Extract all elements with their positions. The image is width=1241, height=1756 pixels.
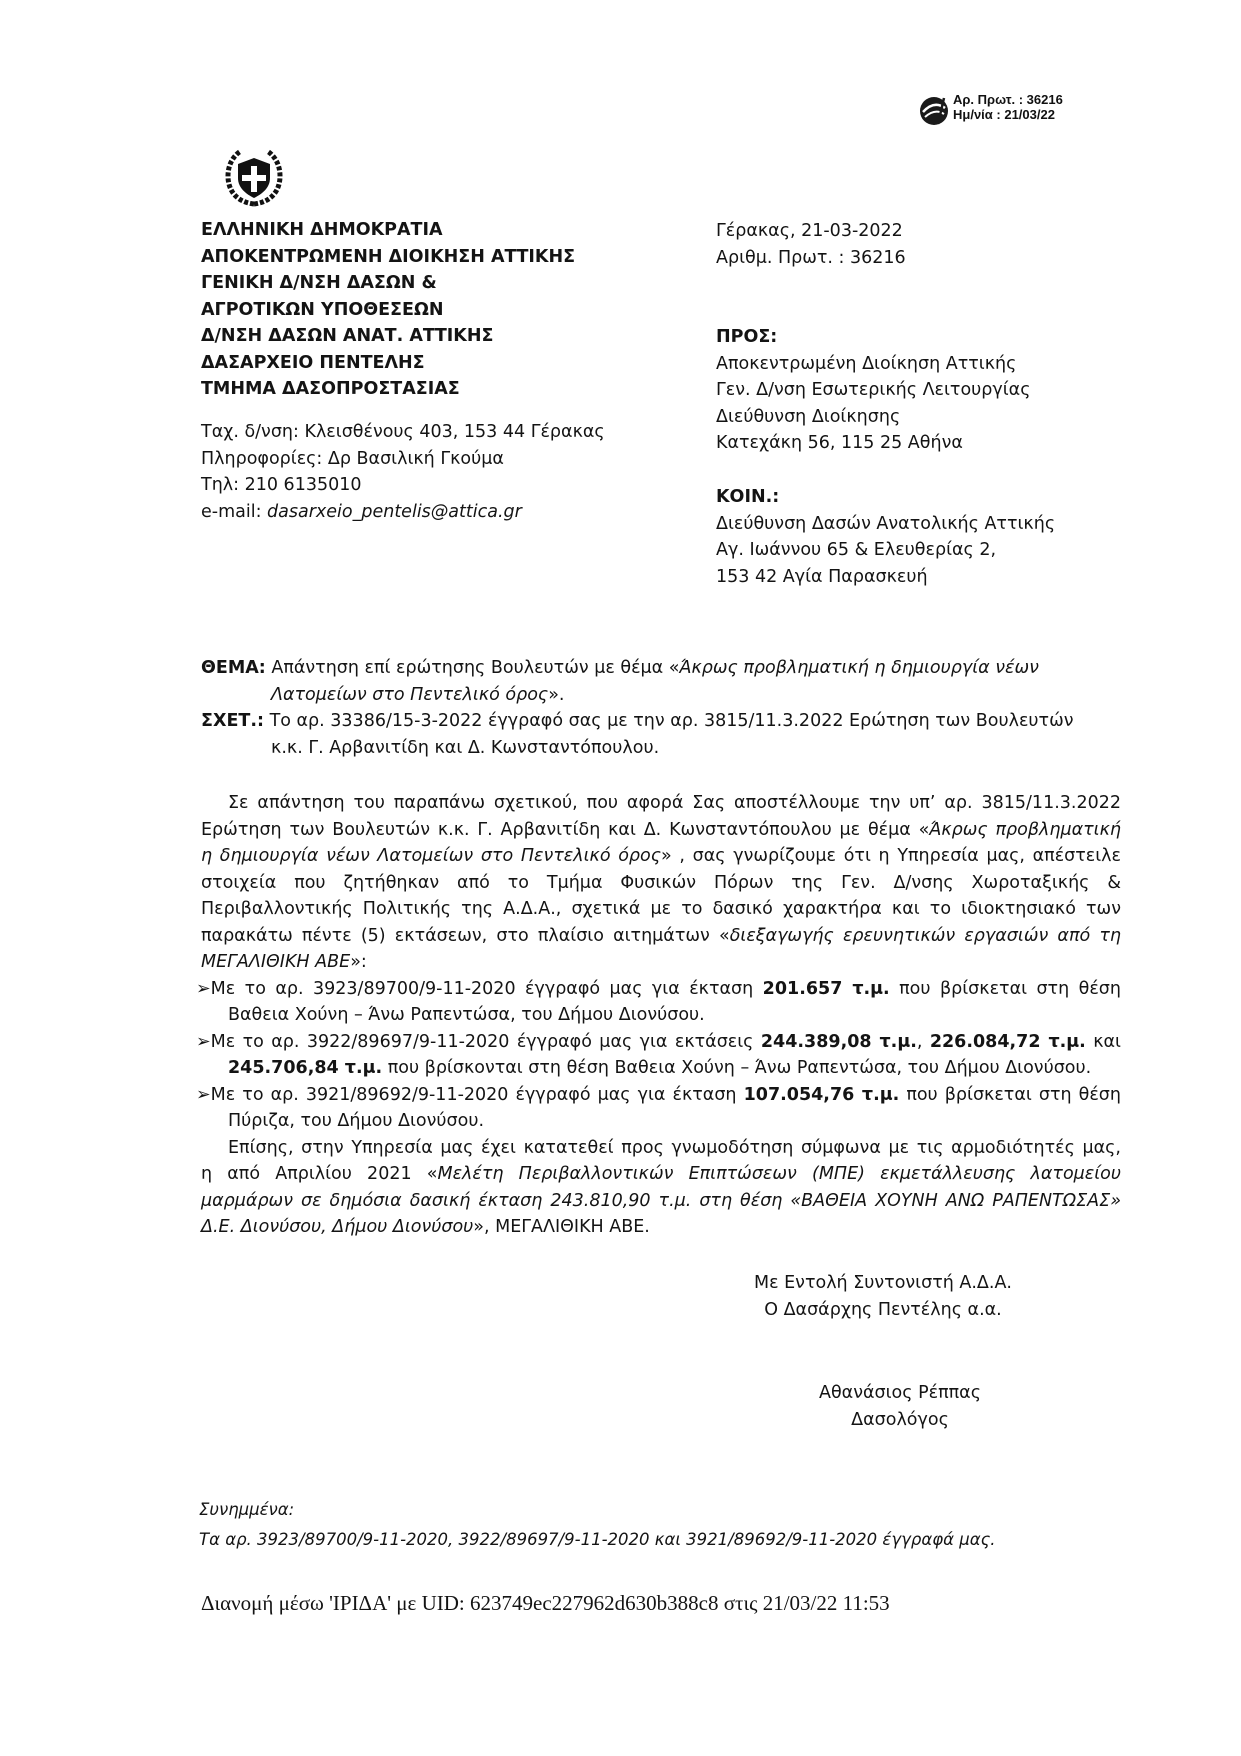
subject-label: ΘΕΜΑ: bbox=[201, 658, 266, 678]
letter-body bbox=[196, 790, 1122, 1241]
header-line: ΑΓΡΟΤΙΚΩΝ ΥΠΟΘΕΣΕΩΝ bbox=[201, 299, 444, 320]
area-value: 226.084,72 τ.μ. bbox=[929, 1031, 1086, 1052]
signatory-name: Αθανάσιος Ρέππας bbox=[819, 1383, 981, 1403]
place-date: Γέρακας, 21-03-2022 bbox=[716, 221, 903, 241]
body-line: Δ.Ε. Διονύσου, Δήμου Διονύσου», ΜΕΓΑΛΙΘΙΚΗ ΑΒΕ. bbox=[201, 1217, 650, 1237]
subject-end: ». bbox=[548, 684, 565, 705]
signatory bbox=[790, 1380, 1010, 1433]
subject-text: Απάντηση επί ερώτησης Βουλευτών με θέμα « bbox=[265, 658, 680, 678]
body-line: μαρμάρων σε δημόσια δασική έκταση 243.810,90 τ.μ. στη θέση «ΒΑΘΕΙΑ ΧΟΥΝΗ ΑΝΩ ΡΑΠΕΝΤΩΣΑΣ» bbox=[201, 1190, 1121, 1211]
body-line: ΜΕΓΑΛΙΘΙΚΗ ΑΒΕ»: bbox=[201, 952, 367, 972]
area-value: 201.657 τ.μ. bbox=[762, 978, 890, 999]
coat-of-arms-icon bbox=[224, 146, 284, 208]
signatory-title: Δασολόγος bbox=[851, 1409, 949, 1430]
list-item: ➢Με το αρ. 3921/89692/9-11-2020 έγγραφό μας για έκταση 107.054,76 τ.μ. που βρίσκεται στη θέση bbox=[196, 1084, 1121, 1105]
subject-italic: Άκρως προβληματική η δημιουργία νέων bbox=[679, 658, 1039, 678]
list-item-cont: 245.706,84 τ.μ. που βρίσκονται στη θέση Βαθεια Χούνη – Άνω Ραπεντώσα, του Δήμου Διονύσου. bbox=[228, 1058, 1092, 1078]
subject-italic: Λατομείων στο Πεντελικό όρος bbox=[271, 684, 549, 705]
body-line: Περιβαλλοντικής Πολιτικής της Α.Δ.Α., σχετικά με το δασικό χαρακτήρα και το ιδιοκτησιακό των bbox=[201, 899, 1121, 919]
list-item: ➢Με το αρ. 3922/89697/9-11-2020 έγγραφό μας για εκτάσεις 244.389,08 τ.μ., 226.084,72 τ.μ. και bbox=[196, 1031, 1121, 1052]
attachments-label: Συνημμένα: bbox=[199, 1500, 295, 1519]
list-item-cont: Βαθεια Χούνη – Άνω Ραπεντώσα, του Δήμου Διονύσου. bbox=[228, 1005, 705, 1025]
protocol-stamp bbox=[917, 92, 1097, 128]
header-line: ΓΕΝΙΚΗ Δ/ΝΣΗ ΔΑΣΩΝ & bbox=[201, 273, 437, 293]
reference-text: Το αρ. 33386/15-3-2022 έγγραφό σας με την αρ. 3815/11.3.2022 Ερώτηση των Βουλευτών bbox=[264, 711, 1074, 731]
body-line: η από Απριλίου 2021 «Μελέτη Περιβαλλοντικών Επιπτώσεων (ΜΠΕ) εκμετάλλευσης λατομείου bbox=[201, 1164, 1121, 1184]
protocol-number: Αριθμ. Πρωτ. : 36216 bbox=[716, 247, 906, 268]
recipient-line: Γεν. Δ/νση Εσωτερικής Λειτουργίας bbox=[716, 380, 1031, 400]
document-meta bbox=[716, 218, 906, 271]
header-line: ΔΑΣΑΡΧΕΙΟ ΠΕΝΤΕΛΗΣ bbox=[201, 352, 425, 373]
body-line: στοιχεία που ζητήθηκαν από το Τμήμα Φυσικών Πόρων της Γεν. Δ/νσης Χωροταξικής & bbox=[201, 872, 1121, 893]
reference-text-2: κ.κ. Γ. Αρβανιτίδη και Δ. Κωνσταντόπουλου. bbox=[271, 737, 660, 758]
distribution-footer: Διανομή μέσω 'ΙΡΙΔΑ' με UID: 623749ec227962d630b388c8 στις 21/03/22 11:53 bbox=[201, 1591, 890, 1615]
header-line: ΕΛΛΗΝΙΚΗ ΔΗΜΟΚΡΑΤΙΑ bbox=[201, 220, 443, 240]
body-line: Επίσης, στην Υπηρεσία μας έχει κατατεθεί προς γνωμοδότηση σύμφωνα με τις αρμοδιότητές μας, bbox=[228, 1137, 1121, 1158]
stamp-logo-icon bbox=[917, 94, 951, 128]
cc-block bbox=[716, 484, 1055, 590]
signature-line: Ο Δασάρχης Πεντέλης α.α. bbox=[764, 1299, 1002, 1320]
attachments bbox=[199, 1495, 996, 1555]
attachments-text: Τα αρ. 3923/89700/9-11-2020, 3922/89697/9-11-2020 και 3921/89692/9-11-2020 έγγραφά μας. bbox=[199, 1530, 996, 1549]
cc-line: Αγ. Ιωάννου 65 & Ελευθερίας 2, bbox=[716, 540, 997, 560]
contact-phone: Τηλ: 210 6135010 bbox=[201, 475, 362, 495]
list-item: ➢Με το αρ. 3923/89700/9-11-2020 έγγραφό μας για έκταση 201.657 τ.μ. που βρίσκεται στη θέση bbox=[196, 978, 1121, 999]
email-link[interactable]: dasarxeio_pentelis@attica.gr bbox=[267, 501, 522, 522]
contact-address: Ταχ. δ/νση: Κλεισθένους 403, 153 44 Γέρακας bbox=[201, 422, 605, 442]
body-line: η δημιουργία νέων Λατομείων στο Πεντελικό όρος» , σας γνωρίζουμε ότι η Υπηρεσία μας, απέστειλε bbox=[201, 846, 1122, 866]
body-line: Ερώτηση των Βουλευτών κ.κ. Γ. Αρβανιτίδη και Δ. Κωνσταντόπουλου με θέμα «Άκρως προβληματική bbox=[201, 819, 1121, 840]
list-item-cont: Πύριζα, του Δήμου Διονύσου. bbox=[228, 1111, 485, 1131]
body-line: παρακάτω πέντε (5) εκτάσεων, στο πλαίσιο αιτημάτων «διεξαγωγής ερευνητικών εργασιών από τη bbox=[201, 925, 1121, 946]
signature-authority bbox=[733, 1270, 1033, 1323]
stamp-protocol: Αρ. Πρωτ. : 36216 bbox=[953, 92, 1063, 107]
contact-info: Πληροφορίες: Δρ Βασιλική Γκούμα bbox=[201, 448, 504, 469]
header-line: ΑΠΟΚΕΝΤΡΩΜΕΝΗ ΔΙΟΙΚΗΣΗ ΑΤΤΙΚΗΣ bbox=[201, 246, 576, 267]
signature-line: Με Εντολή Συντονιστή Α.Δ.Α. bbox=[754, 1273, 1012, 1293]
stamp-date: Ημ/νία : 21/03/22 bbox=[953, 107, 1055, 122]
body-line: Σε απάντηση του παραπάνω σχετικού, που αφορά Σας αποστέλλουμε την υπ’ αρ. 3815/11.3.2022 bbox=[228, 793, 1121, 813]
area-value: 244.389,08 τ.μ. bbox=[760, 1031, 917, 1052]
cc-line: Διεύθυνση Δασών Ανατολικής Αττικής bbox=[716, 513, 1056, 534]
issuer-header bbox=[201, 217, 575, 403]
contact-block bbox=[201, 419, 605, 525]
header-line: ΤΜΗΜΑ ΔΑΣΟΠΡΟΣΤΑΣΙΑΣ bbox=[201, 379, 460, 399]
cc-label: ΚΟΙΝ.: bbox=[716, 487, 780, 507]
recipient-block bbox=[716, 324, 1030, 457]
area-value: 107.054,76 τ.μ. bbox=[743, 1084, 900, 1105]
header-line: Δ/ΝΣΗ ΔΑΣΩΝ ΑΝΑΤ. ΑΤΤΙΚΗΣ bbox=[201, 326, 494, 346]
recipient-line: Αποκεντρωμένη Διοίκηση Αττικής bbox=[716, 353, 1017, 374]
cc-line: 153 42 Αγία Παρασκευή bbox=[716, 566, 928, 587]
email-label: e-mail: bbox=[201, 501, 268, 522]
recipient-line: Διεύθυνση Διοίκησης bbox=[716, 406, 901, 427]
reference-label: ΣΧΕΤ.: bbox=[201, 711, 264, 731]
recipient-line: Κατεχάκη 56, 115 25 Αθήνα bbox=[716, 433, 963, 453]
subject-block bbox=[201, 655, 1074, 761]
contact-email-row bbox=[201, 499, 605, 526]
recipient-label: ΠΡΟΣ: bbox=[716, 327, 778, 347]
area-value: 245.706,84 τ.μ. bbox=[228, 1058, 383, 1078]
